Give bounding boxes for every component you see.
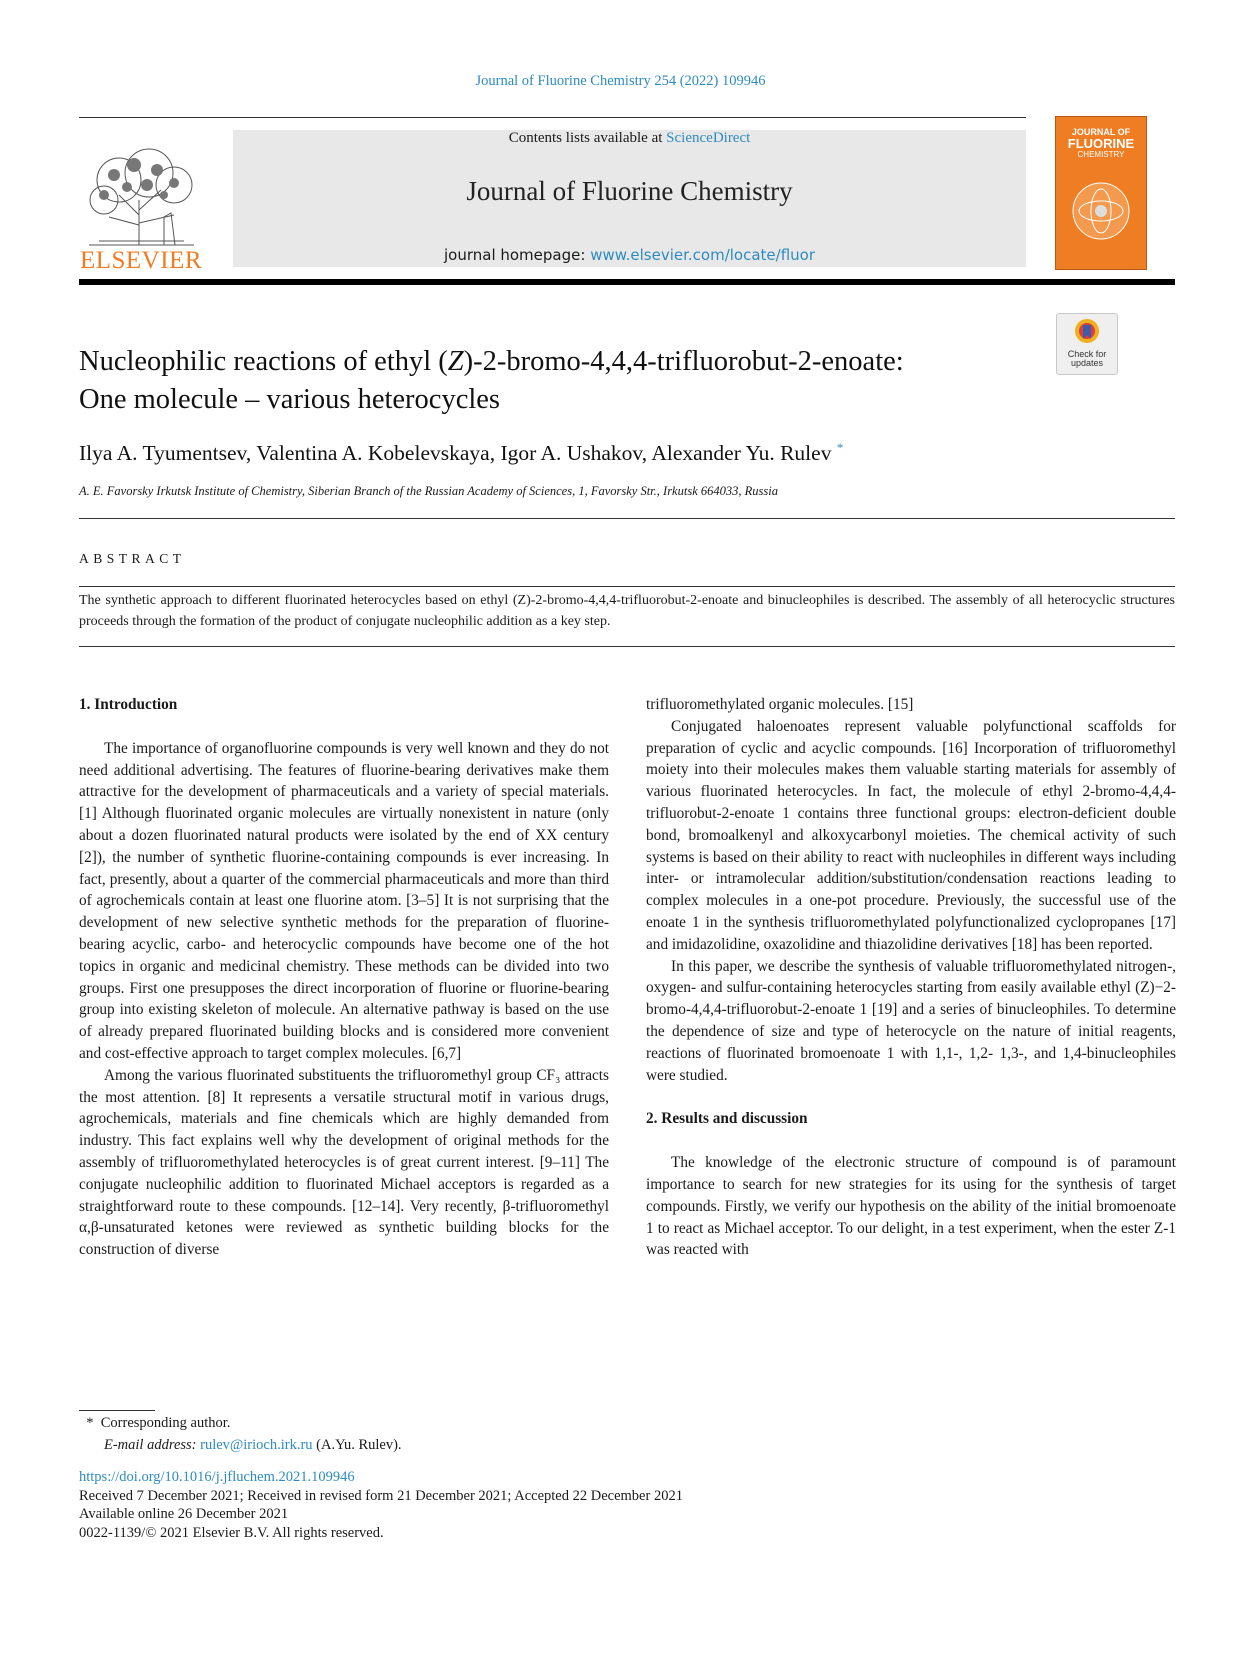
homepage-prefix: journal homepage: <box>443 246 586 264</box>
title-line-1: Nucleophilic reactions of ethyl (Z)-2-bromo-4,4,4-trifluorobut-2-enoate: <box>79 346 904 377</box>
cover-line3: CHEMISTRY <box>1077 150 1125 159</box>
cover-title <box>1056 127 1146 160</box>
check-for-updates-badge[interactable] <box>1056 313 1118 375</box>
paragraph: Among the various fluorinated substituents the trifluoromethyl group CF₃ attracts the most attention. [8] It represents a versatile structural motif in various drugs, agrochemicals, materials and fine chemicals which are highly demanded from industry. This fact explains well why the development of original methods for the assembly of trifluoromethylated heterocycles is of great current interest. [9–11] The conjugate nucleophilic addition to fluorinated Michael acceptors is regarded as a straightforward route to these compounds. [12–14]. Very recently, β-trifluoromethyl α,β-unsaturated ketones were reviewed as synthetic building blocks for the construction of diverse <box>79 1066 609 1259</box>
check-updates-label: Check for updates <box>1067 349 1107 368</box>
email-note: E-mail address: rulev@irioch.irk.ru (A.Yu. Rulev). <box>104 1437 402 1453</box>
homepage-line <box>233 246 1026 264</box>
publication-info <box>79 1468 683 1542</box>
paragraph: The importance of organofluorine compounds is very well known and they do not need additional advertising. The features of fluorine-bearing derivatives make them attractive for the development of pharmaceuticals and a variety of special materials. [1] Although fluorinated organic molecules are virtually nonexistent in nature (only about a dozen fluorinated natural products were isolated by the end of XX century [2]), the number of synthetic fluorine-containing compounds is ever increasing. In fact, presently, about a quarter of the commercial pharmaceuticals and more than third of agrochemicals contain at least one fluorine atom. [3–5] It is not surprising that the development of new selective synthetic methods for the preparation of fluorine-bearing acyclic, carbo- and heterocyclic compounds have become one of the hot topics in organic and medicinal chemistry. These methods can be divided into two groups. First one presupposes the direct incorporation of fluorine or fluorine-bearing group into existing skeleton of molecule. An alternative pathway is based on the use of already prepared fluorinated building blocks and is considered more convenient and cost-effective approach to target complex molecules. [6,7] <box>79 739 609 1062</box>
abstract-heading: ABSTRACT <box>79 551 186 566</box>
available-online: Available online 26 December 2021 <box>79 1506 289 1522</box>
paragraph: The knowledge of the electronic structure of compound is of paramount importance to search for new strategies for its using for the synthesis of target compounds. Firstly, we verify our hypothesis on the ability of the initial bromoenoate 1 to react as Michael acceptor. To our delight, in a test experiment, when the ester Z-1 was reacted with <box>646 1154 1176 1259</box>
journal-reference-link[interactable]: Journal of Fluorine Chemistry 254 (2022) 109946 <box>475 73 766 89</box>
copyright: 0022-1139/© 2021 Elsevier B.V. All rights reserved. <box>79 1524 384 1541</box>
left-column <box>79 694 609 1261</box>
bookmark-icon <box>1074 318 1100 348</box>
paragraph: In this paper, we describe the synthesis of valuable trifluoromethylated nitrogen-, oxygen- and sulfur-containing heterocycles starting from easily available ethyl (Z)−2-bromo-4,4,4-trifluorobut-2-enoate 1 [19] and a series of binucleophiles. To determine the dependence of size and type of heterocycle on the nature of initial reagents, reactions of fluorinated bromoenoate 1 with 1,1-, 1,2- 1,3-, and 1,4-binucleophiles were studied. <box>646 957 1176 1084</box>
cover-line2: FLUORINE <box>1067 136 1135 151</box>
abstract-top-rule <box>79 586 1175 587</box>
article-title <box>79 343 1039 419</box>
footnote-rule <box>79 1410 155 1411</box>
email-link[interactable]: rulev@irioch.irk.ru <box>200 1437 313 1453</box>
sciencedirect-link[interactable]: ScienceDirect <box>666 130 751 146</box>
homepage-link[interactable]: www.elsevier.com/locate/fluor <box>590 246 816 264</box>
abstract-bottom-rule <box>79 646 1175 647</box>
doi-link[interactable]: https://doi.org/10.1016/j.jfluchem.2021.109946 <box>79 1469 355 1485</box>
corresponding-author-mark[interactable]: * <box>836 440 844 455</box>
section-heading-introduction: 1. Introduction <box>79 696 178 713</box>
header-thick-rule <box>79 279 1175 285</box>
paragraph: Conjugated haloenoates represent valuable polyfunctional scaffolds for preparation of cyclic and acyclic compounds. [16] Incorporation of trifluoromethyl moiety into their molecules makes them valuable starting materials for assembly of various fluorinated heterocycles. In fact, the molecule of ethyl 2-bromo-4,4,4-trifluorobut-2-enoate 1 contains three functional groups: electron-deficient double bond, bromoalkenyl and alkoxycarbonyl moieties. The chemical activity of such systems is based on their ability to react with nucleophiles in different ways including inter- or intramolecular addition/substitution/condensation reactions leading to complex molecules in a one-pot procedure. Previously, the successful use of the enoate 1 in the synthesis trifluoromethylated polyfunctionalized cyclopropanes [17] and imidazolidine, oxazolidine and thiazolidine derivatives [18] has been reported. <box>646 717 1176 953</box>
received-dates: Received 7 December 2021; Received in revised form 21 December 2021; Accepted 22 December 2021 <box>79 1487 683 1504</box>
elsevier-wordmark: ELSEVIER <box>79 247 203 274</box>
journal-name: Journal of Fluorine Chemistry <box>466 176 793 206</box>
paragraph-continued: trifluoromethylated organic molecules. [15] <box>646 696 914 713</box>
title-line-2: One molecule – various heterocycles <box>79 384 501 415</box>
header-top-rule <box>79 117 1026 118</box>
cover-atom-icon <box>1069 179 1133 243</box>
authors-text: Ilya A. Tyumentsev, Valentina A. Kobelevskaya, Igor A. Ushakov, Alexander Yu. Rulev <box>79 441 832 466</box>
author-list <box>79 440 843 466</box>
affiliation-rule <box>79 518 1175 519</box>
abstract-text: The synthetic approach to different fluorinated heterocycles based on ethyl (Z)-2-bromo-4,4,4-trifluorobut-2-enoate and binucleophiles is described. The assembly of all heterocyclic structures proceeds through the formation of the product of conjugate nucleophilic addition as a key step. <box>79 593 1175 629</box>
footnotes <box>79 1412 402 1456</box>
section-heading-results: 2. Results and discussion <box>646 1110 808 1128</box>
cover-line1: JOURNAL OF <box>1071 127 1131 137</box>
journal-cover-thumbnail[interactable] <box>1055 116 1147 270</box>
right-column <box>646 694 1176 1261</box>
corresponding-author-note: * Corresponding author. <box>86 1415 231 1431</box>
affiliation: A. E. Favorsky Irkutsk Institute of Chemistry, Siberian Branch of the Russian Academy of Sciences, 1, Favorsky Str., Irkutsk 664033, Russia <box>79 484 778 498</box>
contents-prefix: Contents lists available at <box>508 130 663 146</box>
contents-line <box>233 130 1026 147</box>
